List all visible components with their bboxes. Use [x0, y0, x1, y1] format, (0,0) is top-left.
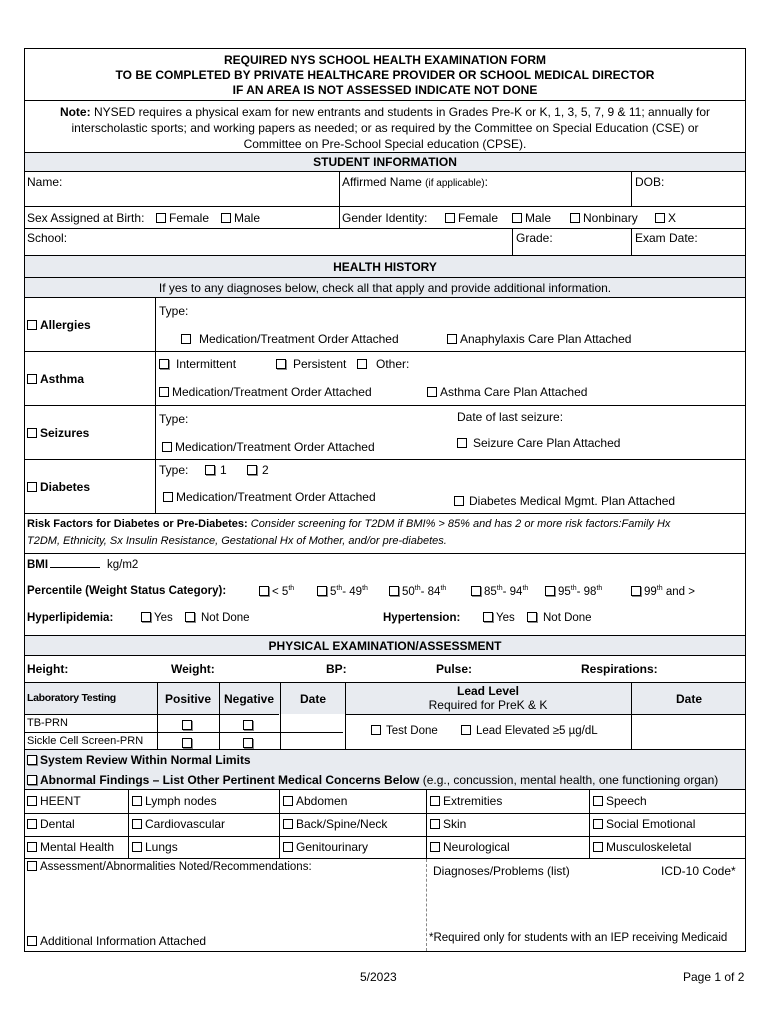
sex-male-option[interactable]: Male: [221, 211, 260, 225]
system-lungs-option[interactable]: Lungs: [132, 840, 178, 854]
allergy-type-label: Type:: [159, 304, 189, 318]
checkbox-icon: [471, 586, 481, 596]
asthma-option[interactable]: Asthma: [27, 372, 84, 386]
checkbox-icon: [276, 359, 286, 369]
diabetes-option[interactable]: Diabetes: [27, 480, 90, 494]
lead-date-header: Date: [676, 692, 703, 706]
checkbox-icon: [243, 738, 253, 748]
checkbox-icon: [631, 586, 641, 596]
assessment-option[interactable]: Assessment/Abnormalities Noted/Recommendations:: [27, 861, 312, 873]
diabetes-type2-option[interactable]: 2: [247, 463, 269, 477]
diabetes-type1-option[interactable]: 1: [205, 463, 227, 477]
asthma-row: [25, 352, 745, 406]
checkbox-icon: [159, 359, 169, 369]
hypertension-yes-option[interactable]: Yes: [483, 612, 515, 624]
system-back-option[interactable]: Back/Spine/Neck: [283, 817, 387, 831]
system-speech-option[interactable]: Speech: [593, 794, 647, 808]
checkbox-icon: [389, 586, 399, 596]
lead-level-header: Lead Level Required for PreK & K: [428, 684, 548, 712]
note-line-1: NYSED requires a physical exam for new entrants and students in Grades Pre-K or K, 1, 3, 5, 7, 9 & 11; annually for: [93, 105, 711, 119]
gender-label: Gender Identity:: [342, 211, 428, 225]
lead-test-done-option[interactable]: Test Done: [371, 725, 438, 737]
checkbox-icon: [461, 725, 471, 735]
asthma-other-option[interactable]: Other:: [357, 357, 409, 371]
diagnoses-label: Diagnoses/Problems (list): [433, 864, 570, 878]
checkbox-icon: [27, 428, 37, 438]
negative-header: Negative: [224, 692, 275, 706]
hyperlipidemia-label: Hyperlipidemia:: [27, 612, 114, 624]
percentile-under5-option[interactable]: < 5th: [259, 585, 294, 598]
pulse-label: Pulse:: [436, 662, 473, 676]
name-row: [25, 172, 745, 207]
tb-positive-checkbox[interactable]: [182, 718, 195, 732]
asthma-intermittent-option[interactable]: Intermittent: [159, 357, 236, 371]
system-skin-option[interactable]: Skin: [430, 817, 466, 831]
checkbox-icon: [159, 387, 169, 397]
lab-testing-header: Laboratory Testing: [27, 692, 116, 704]
lead-elevated-option[interactable]: Lead Elevated ≥5 µg/dL: [461, 725, 598, 737]
affirmed-name-label: Affirmed Name (if applicable):: [342, 175, 488, 189]
checkbox-icon: [27, 861, 37, 871]
history-instruction: If yes to any diagnoses below, check all that apply and provide additional information.: [25, 278, 745, 298]
vitals-row: [25, 656, 745, 683]
system-mental-health-option[interactable]: Mental Health: [27, 840, 114, 854]
checkbox-icon: [132, 842, 142, 852]
seizure-type-label: Type:: [159, 412, 189, 426]
checkbox-icon: [185, 612, 195, 622]
lead-threshold: ≥5 µg/dL: [552, 725, 598, 737]
form-subtitle: TO BE COMPLETED BY PRIVATE HEALTHCARE PROVIDER OR SCHOOL MEDICAL DIRECTOR: [115, 68, 655, 82]
checkbox-icon: [527, 612, 537, 622]
anaphylaxis-plan-option[interactable]: Anaphylaxis Care Plan Attached: [447, 332, 631, 346]
checkbox-icon: [163, 492, 173, 502]
footer-page: Page 1 of 2: [683, 970, 745, 984]
lab-testing-table: [25, 683, 745, 750]
checkbox-icon: [283, 796, 293, 806]
checkbox-icon: [27, 775, 37, 785]
checkbox-icon: [430, 796, 440, 806]
hyperlipidemia-not-done-option[interactable]: Not Done: [185, 612, 250, 624]
risk-text-2: T2DM, Ethnicity, Sx Insulin Resistance, Gestational Hx of Mother, and/or pre-diabetes.: [27, 535, 447, 547]
respirations-label: Respirations:: [581, 662, 658, 676]
checkbox-icon: [141, 612, 151, 622]
risk-text-1: Consider screening for T2DM if BMI% > 85% and has 2 or more risk factors:Family Hx: [250, 518, 671, 530]
system-heent-option[interactable]: HEENT: [27, 794, 81, 808]
checkbox-icon: [156, 213, 166, 223]
checkbox-icon: [427, 387, 437, 397]
gender-female-option[interactable]: Female: [445, 211, 498, 225]
hypertension-not-done-option[interactable]: Not Done: [527, 612, 592, 624]
system-cardiovascular-option[interactable]: Cardiovascular: [132, 817, 225, 831]
checkbox-icon: [27, 482, 37, 492]
checkbox-icon: [181, 334, 191, 344]
checkbox-icon: [205, 465, 215, 475]
checkbox-icon: [27, 320, 37, 330]
risk-factors-row: [25, 514, 745, 554]
checkbox-icon: [483, 612, 493, 622]
checkbox-icon: [283, 819, 293, 829]
system-abdomen-option[interactable]: Abdomen: [283, 794, 347, 808]
note-label: Note:: [59, 105, 91, 119]
percentile-label: Percentile (Weight Status Category):: [27, 585, 227, 597]
bp-label: BP:: [326, 662, 347, 676]
system-dental-option[interactable]: Dental: [27, 817, 75, 831]
allergies-option[interactable]: Allergies: [27, 318, 91, 332]
checkbox-icon: [545, 586, 555, 596]
systems-grid: [25, 790, 745, 859]
positive-header: Positive: [165, 692, 212, 706]
school-row: [25, 229, 745, 256]
grade-label: Grade:: [516, 231, 553, 245]
asthma-persistent-option[interactable]: Persistent: [276, 357, 346, 371]
system-review-block: [25, 750, 745, 790]
checkbox-icon: [27, 796, 37, 806]
height-label: Height:: [27, 662, 69, 676]
checkbox-icon: [430, 842, 440, 852]
seizure-plan-option[interactable]: Seizure Care Plan Attached: [457, 436, 620, 450]
checkbox-icon: [655, 213, 665, 223]
sex-gender-row: [25, 207, 745, 229]
bmi-label: BMI: [27, 559, 102, 571]
student-section-title: STUDENT INFORMATION: [25, 153, 745, 172]
asthma-plan-option[interactable]: Asthma Care Plan Attached: [427, 385, 587, 399]
exam-date-label: Exam Date:: [635, 231, 698, 245]
dob-label: DOB:: [635, 175, 665, 189]
checkbox-icon: [447, 334, 457, 344]
system-review-option[interactable]: System Review Within Normal Limits: [27, 753, 251, 767]
additional-info-option[interactable]: Additional Information Attached: [27, 934, 206, 948]
percentile-85-94-option[interactable]: 85th- 94th: [471, 585, 528, 598]
bmi-block: [25, 554, 745, 636]
percentile-5-49-option[interactable]: 5th- 49th: [317, 585, 368, 598]
checkbox-icon: [162, 442, 172, 452]
assessment-block: [25, 859, 745, 951]
gender-x-option[interactable]: X: [655, 211, 676, 225]
note-line-3: Committee on Pre-School Special education (CPSE).: [243, 137, 527, 151]
checkbox-icon: [457, 438, 467, 448]
diabetes-med-order-option[interactable]: Medication/Treatment Order Attached: [163, 490, 376, 504]
last-seizure-label: Date of last seizure:: [457, 410, 564, 424]
sickle-positive-checkbox[interactable]: [182, 736, 195, 750]
asthma-med-order-option[interactable]: Medication/Treatment Order Attached: [159, 385, 372, 399]
system-genitourinary-option[interactable]: Genitourinary: [283, 840, 368, 854]
checkbox-icon: [512, 213, 522, 223]
system-neurological-option[interactable]: Neurological: [430, 840, 510, 854]
system-musculoskeletal-option[interactable]: Musculoskeletal: [593, 840, 691, 854]
checkbox-icon: [132, 796, 142, 806]
percentile-95-98-option[interactable]: 95th- 98th: [545, 585, 602, 598]
checkbox-icon: [27, 374, 37, 384]
system-extremities-option[interactable]: Extremities: [430, 794, 502, 808]
risk-label: Risk Factors for Diabetes or Pre-Diabetes:: [27, 518, 248, 530]
icd-note: *Required only for students with an IEP receiving Medicaid: [429, 932, 728, 944]
tb-negative-checkbox[interactable]: [243, 718, 256, 732]
checkbox-icon: [243, 720, 253, 730]
date-header: Date: [300, 692, 327, 706]
seizures-row: [25, 406, 745, 460]
checkbox-icon: [27, 842, 37, 852]
health-exam-form: [24, 48, 746, 952]
checkbox-icon: [593, 842, 603, 852]
checkbox-icon: [132, 819, 142, 829]
checkbox-icon: [221, 213, 231, 223]
note-block: [25, 101, 745, 153]
checkbox-icon: [454, 496, 464, 506]
footer-date: 5/2023: [360, 970, 397, 984]
checkbox-icon: [317, 586, 327, 596]
form-title: REQUIRED NYS SCHOOL HEALTH EXAMINATION FORM: [223, 53, 546, 67]
tb-label: TB-PRN: [27, 717, 68, 729]
seizures-option[interactable]: Seizures: [27, 426, 89, 440]
allergy-med-order-option[interactable]: Medication/Treatment Order Attached: [181, 332, 399, 346]
hyperlipidemia-yes-option[interactable]: Yes: [141, 612, 173, 624]
sickle-cell-label: Sickle Cell Screen-PRN: [27, 735, 144, 747]
checkbox-icon: [445, 213, 455, 223]
checkbox-icon: [27, 755, 37, 765]
weight-label: Weight:: [171, 662, 215, 676]
checkbox-icon: [430, 819, 440, 829]
checkbox-icon: [593, 819, 603, 829]
exam-section-title: PHYSICAL EXAMINATION/ASSESSMENT: [25, 636, 745, 656]
form-instruction: IF AN AREA IS NOT ASSESSED INDICATE NOT DONE: [232, 83, 538, 97]
allergies-row: [25, 298, 745, 352]
gender-nonbinary-option[interactable]: Nonbinary: [570, 211, 638, 225]
checkbox-icon: [247, 465, 257, 475]
icd-code-label: ICD-10 Code*: [661, 864, 736, 878]
seizure-med-order-option[interactable]: Medication/Treatment Order Attached: [162, 440, 375, 454]
checkbox-icon: [357, 359, 367, 369]
bmi-unit: kg/m2: [107, 559, 139, 571]
checkbox-icon: [182, 738, 192, 748]
checkbox-icon: [570, 213, 580, 223]
percentile-99-option[interactable]: 99th and >: [631, 585, 695, 598]
checkbox-icon: [259, 586, 269, 596]
name-label: Name:: [27, 175, 63, 189]
note-line-2: interscholastic sports; and working papers as needed; or as required by the Committee on Special Education (CSE) or: [71, 121, 699, 135]
sex-label: Sex Assigned at Birth:: [27, 211, 145, 225]
system-lymph-option[interactable]: Lymph nodes: [132, 794, 217, 808]
school-label: School:: [27, 231, 68, 245]
checkbox-icon: [182, 720, 192, 730]
gender-male-option[interactable]: Male: [512, 211, 551, 225]
diabetes-type-label: Type:: [159, 463, 189, 477]
checkbox-icon: [27, 936, 37, 946]
sickle-negative-checkbox[interactable]: [243, 736, 256, 750]
form-header: [25, 49, 745, 101]
diabetes-plan-option[interactable]: Diabetes Medical Mgmt. Plan Attached: [454, 494, 675, 508]
abnormal-findings-option[interactable]: Abnormal Findings – List Other Pertinent Medical Concerns Below (e.g., concussion, mental health, one functioning organ): [27, 773, 718, 787]
sex-female-option[interactable]: Female: [156, 211, 209, 225]
checkbox-icon: [283, 842, 293, 852]
diabetes-row: [25, 460, 745, 514]
percentile-50-84-option[interactable]: 50th- 84th: [389, 585, 446, 598]
checkbox-icon: [27, 819, 37, 829]
system-social-emotional-option[interactable]: Social Emotional: [593, 817, 695, 831]
hypertension-label: Hypertension:: [383, 612, 461, 624]
checkbox-icon: [593, 796, 603, 806]
history-section-title: HEALTH HISTORY: [25, 256, 745, 278]
checkbox-icon: [371, 725, 381, 735]
